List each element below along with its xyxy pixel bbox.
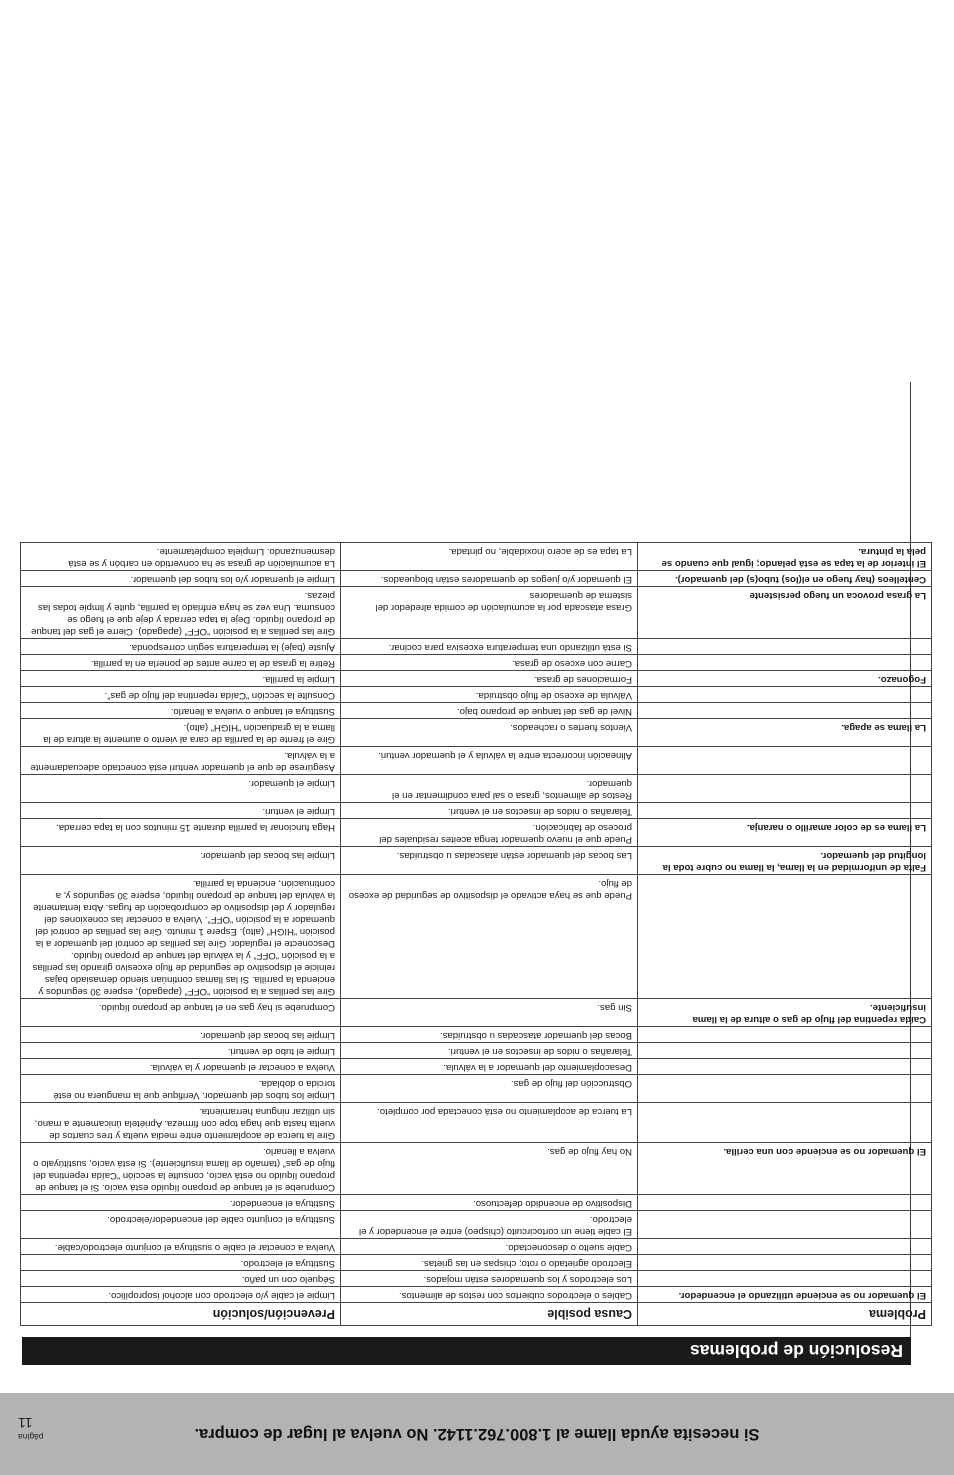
cause-cell: Bocas del quemador atascadas u obstruidas. (341, 1027, 638, 1043)
solution-cell: Sustituya el conjunto cable del encendedor/electrodo. (21, 1211, 341, 1239)
table-row (21, 571, 932, 587)
problem-cell (638, 687, 932, 703)
section-title-bar (22, 1337, 911, 1365)
cause-cell: Telarañas o nidos de insectos en el venturi. (341, 1043, 638, 1059)
problem-cell (638, 703, 932, 719)
column-header-problem: Problema (638, 1303, 932, 1326)
problem-cell: El quemador no se enciende con una cerilla. (638, 1143, 932, 1195)
problem-cell (638, 1027, 932, 1043)
problem-cell: La llama es de color amarillo o naranja. (638, 819, 932, 847)
solution-cell: Vuelva a conectar el quemador y la válvula. (21, 1059, 341, 1075)
cause-cell: La tapa es de acero inoxidable, no pintada. (341, 543, 638, 571)
problem-cell: El interior de la tapa se está pelando; igual que cuando se pela la pintura. (638, 543, 932, 571)
cause-cell: Vientos fuertes o racheados. (341, 719, 638, 747)
problem-cell (638, 803, 932, 819)
cause-cell: Carne con exceso de grasa. (341, 655, 638, 671)
cause-cell: El quemador y/o juegos de quemadores están bloqueados. (341, 571, 638, 587)
table-row (21, 847, 932, 875)
table-row (21, 1027, 932, 1043)
help-line: Si necesita ayuda llame al 1.800.762.1142. No vuelva al lugar de compra. (194, 1425, 760, 1443)
cause-cell: Válvula de exceso de flujo obstruida. (341, 687, 638, 703)
cause-cell: Nivel de gas del tanque de propano bajo. (341, 703, 638, 719)
solution-cell: La acumulación de grasa se ha convertido en carbón y se está desmenuzando. Límpiela completamente. (21, 543, 341, 571)
table-row (21, 747, 932, 775)
cause-cell: Los electrodos y los quemadores están mojados. (341, 1271, 638, 1287)
problem-cell (638, 1195, 932, 1211)
problem-cell: Falta de uniformidad en la llama, la llama no cubre toda la longitud del quemador. (638, 847, 932, 875)
cause-cell: Grasa atascada por la acumulación de comida alrededor del sistema de quemadores (341, 587, 638, 639)
solution-cell: Limpie el cable y/o electrodo con alcohol isopropílico. (21, 1287, 341, 1303)
cause-cell: Alineación incorrecta entre la válvula y el quemador venturi. (341, 747, 638, 775)
solution-cell: Compruebe si hay gas en el tanque de propano líquido. (21, 999, 341, 1027)
column-header-cause: Causa posible (341, 1303, 638, 1326)
cause-cell: Las bocas del quemador están atascadas u obstruidas. (341, 847, 638, 875)
table-row (21, 819, 932, 847)
problem-cell (638, 655, 932, 671)
problem-cell (638, 875, 932, 999)
table-row (21, 775, 932, 803)
table-row (21, 671, 932, 687)
problem-cell: La grasa provoca un fuego persistente (638, 587, 932, 639)
solution-cell: Limpie el tubo de venturi. (21, 1043, 341, 1059)
solution-cell: Limpie el venturi. (21, 803, 341, 819)
table-row (21, 1043, 932, 1059)
cause-cell: Cables o electrodos cubiertos con restos de alimentos. (341, 1287, 638, 1303)
solution-cell: Gire la tuerca de acoplamiento entre media vuelta y tres cuartos de vuelta hasta que haga tope con firmeza. Apriétela únicamente a mano, sin utilizar ninguna herramienta. (21, 1103, 341, 1143)
cause-cell: Puede que el nuevo quemador tenga aceites residuales del proceso de fabricación. (341, 819, 638, 847)
cause-cell: Telarañas o nidos de insectos en el venturi. (341, 803, 638, 819)
solution-cell: Sustituya el electrodo. (21, 1255, 341, 1271)
cause-cell: Sin gas. (341, 999, 638, 1027)
solution-cell: Consulte la sección “Caída repentina del flujo de gas”. (21, 687, 341, 703)
problem-cell (638, 1043, 932, 1059)
table-row (21, 1239, 932, 1255)
table-row (21, 1255, 932, 1271)
solution-cell: Gire el frente de la parrilla de cara al viento o aumente la altura de la llama a la graduación “HIGH” (alto). (21, 719, 341, 747)
cause-cell: Obstrucción del flujo de gas. (341, 1075, 638, 1103)
problem-cell (638, 1075, 932, 1103)
table-row (21, 1143, 932, 1195)
cause-cell: No hay flujo de gas. (341, 1143, 638, 1195)
cause-cell: La tuerca de acoplamiento no está conectada por completo. (341, 1103, 638, 1143)
solution-cell: Limpie las bocas del quemador. (21, 1027, 341, 1043)
solution-cell: Haga funcionar la parrilla durante 15 minutos con la tapa cerrada. (21, 819, 341, 847)
problem-cell (638, 775, 932, 803)
problem-cell (638, 1271, 932, 1287)
table-row (21, 999, 932, 1027)
problem-cell: Centelleos (hay fuego en el(los) tubo(s) del quemador). (638, 571, 932, 587)
page-number: 11 (18, 1415, 33, 1431)
table-row (21, 1059, 932, 1075)
cause-cell: Puede que se haya activado el dispositivo de seguridad de exceso de flujo. (341, 875, 638, 999)
table-header-row (21, 1303, 932, 1326)
table-body (21, 543, 932, 1303)
cause-cell: El cable tiene un cortocircuito (chispeo) entre el encendedor y el electrodo. (341, 1211, 638, 1239)
table-row (21, 655, 932, 671)
column-header-solution: Prevención/solución (21, 1303, 341, 1326)
solution-cell: Limpie los tubos del quemador. Verifique que la manguera no esté torcida o doblada. (21, 1075, 341, 1103)
table-row (21, 719, 932, 747)
cause-cell: Si está utilizando una temperatura excesiva para cocinar. (341, 639, 638, 655)
problem-cell (638, 1059, 932, 1075)
cause-cell: Restos de alimentos, grasa o sal para condimentar en el quemador. (341, 775, 638, 803)
solution-cell: Gire las perillas a la posición “OFF” (apagado), espere 30 segundos y encienda la parrilla. Si las llamas continúan siendo demasiado bajas reinicie el dispositivo de seguridad de flujo excesivo girando las perillas a la posición “OFF” y la válvula del tanque de propano líquido. Desconecte el regulador. Gire las perillas de control del quemador a la posición “HIGH” (alto). Espere 1 minuto. Gire las perillas de control del quemador a la posición “OFF”. Vuelva a conectar las conexiones del regulador y del dispositivo de comprobación de fugas. Abra lentamente la válvula del tanque de propano líquido, espere 30 segundos y, a continuación, encienda la parrilla. (21, 875, 341, 999)
table-row (21, 543, 932, 571)
cause-cell: Cable suelto o desconectado. (341, 1239, 638, 1255)
problem-cell (638, 639, 932, 655)
troubleshooting-table (20, 542, 932, 1326)
solution-cell: Vuelva a conectar el cable o sustituya el conjunto electrodo/cable. (21, 1239, 341, 1255)
table-row (21, 1271, 932, 1287)
cause-cell: Desacoplamiento del quemador a la válvula. (341, 1059, 638, 1075)
solution-cell: Compruebe si el tanque de propano líquido está vacío. Si el tanque de propano líquido no está vacío, consulte la sección “Caída repentina del flujo de gas” (tamaño de llama insuficiente). Si está vacío, sustitúyalo o vuelva a llenarlo. (21, 1143, 341, 1195)
solution-cell: Sustituya el tanque o vuelva a llenarlo. (21, 703, 341, 719)
problem-cell: La llama se apaga. (638, 719, 932, 747)
table-row (21, 687, 932, 703)
table-row (21, 1211, 932, 1239)
solution-cell: Retire la grasa de la carne antes de ponerla en la parrilla. (21, 655, 341, 671)
table-row (21, 703, 932, 719)
problem-cell (638, 1255, 932, 1271)
problem-cell (638, 1103, 932, 1143)
table-row (21, 639, 932, 655)
solution-cell: Limpie el quemador. (21, 775, 341, 803)
table-row (21, 587, 932, 639)
cause-cell: Electrodo agrietado o roto; chispas en las grietas. (341, 1255, 638, 1271)
solution-cell: Sustituya el encendedor. (21, 1195, 341, 1211)
table-row (21, 1287, 932, 1303)
problem-cell: Caída repentina del flujo de gas o altura de la llama insuficiente. (638, 999, 932, 1027)
table-row (21, 803, 932, 819)
cause-cell: Dispositivo de encendido defectuoso. (341, 1195, 638, 1211)
problem-cell (638, 747, 932, 775)
solution-cell: Limpie la parrilla. (21, 671, 341, 687)
page-label: página (18, 1432, 44, 1442)
problem-cell (638, 1211, 932, 1239)
solution-cell: Ajuste (baje) la temperatura según corresponda. (21, 639, 341, 655)
footer-band (0, 1393, 954, 1475)
problem-cell (638, 1239, 932, 1255)
table-row (21, 875, 932, 999)
problem-cell: El quemador no se enciende utilizando el encendedor. (638, 1287, 932, 1303)
solution-cell: Asegúrese de que el quemador venturi está conectado adecuadamente a la válvula. (21, 747, 341, 775)
table-row (21, 1195, 932, 1211)
section-title: Resolución de problemas (690, 1341, 903, 1361)
table-row (21, 1103, 932, 1143)
table-row (21, 1075, 932, 1103)
problem-cell: Fogonazo. (638, 671, 932, 687)
cause-cell: Formaciones de grasa. (341, 671, 638, 687)
solution-cell: Séquelo con un paño. (21, 1271, 341, 1287)
solution-cell: Gire las perillas a la posición “OFF” (apagado). Cierre el gas del tanque de propano líquido. Deje la tapa cerrada y deje que el fuego se consuma. Una vez se haya enfriado la parrilla, quite y limpie todas las piezas. (21, 587, 341, 639)
solution-cell: Limpie el quemador y/o los tubos del quemador. (21, 571, 341, 587)
solution-cell: Limpie las bocas del quemador. (21, 847, 341, 875)
